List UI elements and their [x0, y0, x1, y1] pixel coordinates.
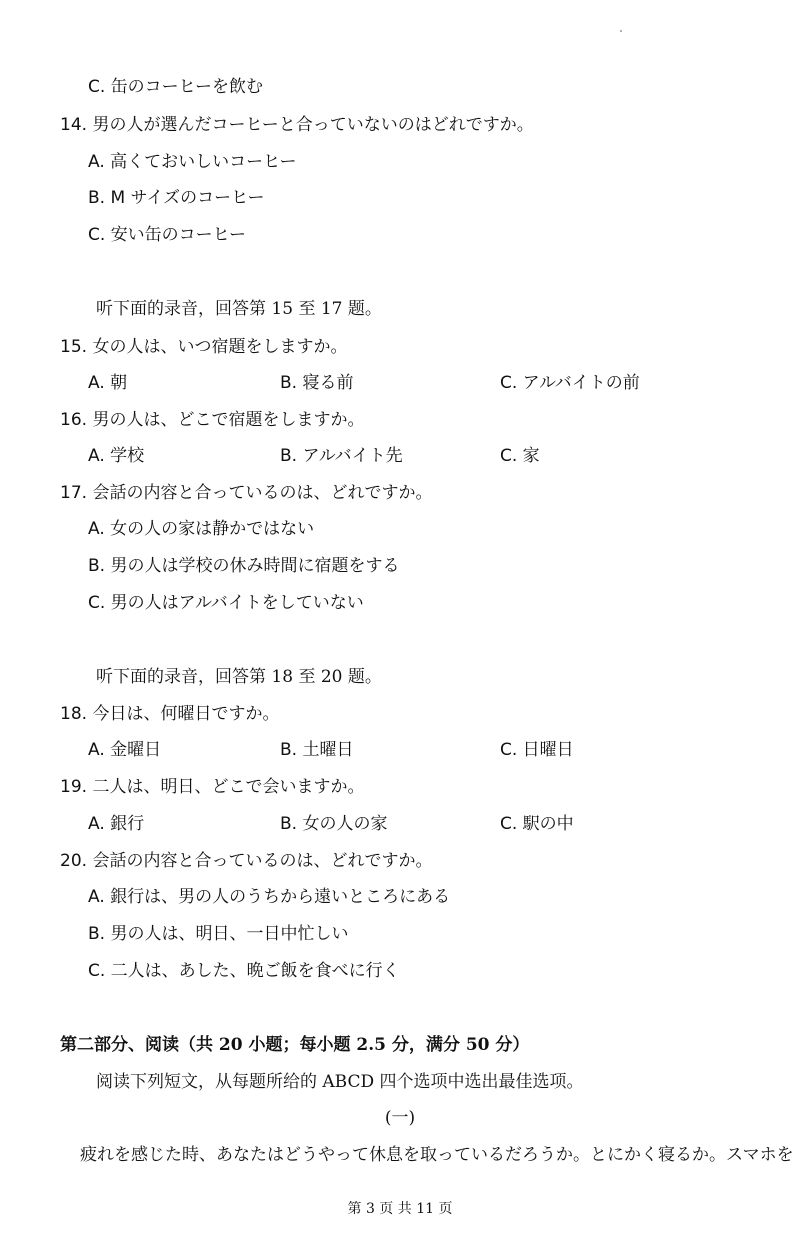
q14-option-c: C. 安い缶のコーヒー	[88, 225, 246, 245]
passage-first-line: 疲れを感じた時、あなたはどうやって休息を取っているだろうか。とにかく寝るか。スマホを	[80, 1145, 794, 1165]
q18-option-b: B. 土曜日	[280, 740, 354, 760]
q14-option-b: B. M サイズのコーヒー	[88, 188, 265, 208]
q17-option-a: A. 女の人の家は静かではない	[88, 519, 315, 539]
q15-option-a: A. 朝	[88, 373, 128, 393]
q18-option-c: C. 日曜日	[500, 740, 574, 760]
q13-option-c: C. 缶のコーヒーを飲む	[88, 77, 263, 97]
q20-option-b: B. 男の人は、明日、一日中忙しい	[88, 924, 349, 944]
q19-question: 19. 二人は、明日、どこで会いますか。	[60, 777, 365, 797]
q15-option-b: B. 寝る前	[280, 373, 354, 393]
passage-number: (一)	[384, 1108, 416, 1128]
q14-question: 14. 男の人が選んだコーヒーと合っていないのはどれですか。	[60, 115, 534, 135]
q18-option-a: A. 金曜日	[88, 740, 162, 760]
section-18-20-instruction: 听下面的录音，回答第 18 至 20 题。	[96, 667, 382, 687]
q17-option-b: B. 男の人は学校の休み時間に宿題をする	[88, 556, 400, 576]
part2-instruction: 阅读下列短文，从每题所给的 ABCD 四个选项中选出最佳选项。	[96, 1072, 584, 1092]
q17-option-c: C. 男の人はアルバイトをしていない	[88, 593, 364, 613]
q16-option-b: B. アルバイト先	[280, 446, 403, 466]
q16-question: 16. 男の人は、どこで宿題をしますか。	[60, 410, 365, 430]
q18-question: 18. 今日は、何曜日ですか。	[60, 704, 280, 724]
part2-heading: 第二部分、阅读（共 20 小题；每小题 2.5 分，满分 50 分）	[60, 1035, 530, 1055]
q20-option-a: A. 銀行は、男の人のうちから遠いところにある	[88, 887, 451, 907]
scan-speck	[620, 30, 622, 32]
q20-option-c: C. 二人は、あした、晩ご飯を食べに行く	[88, 961, 400, 981]
section-15-17-instruction: 听下面的录音，回答第 15 至 17 题。	[96, 299, 382, 319]
q19-option-b: B. 女の人の家	[280, 814, 388, 834]
q14-option-a: A. 高くておいしいコーヒー	[88, 152, 297, 172]
q15-question: 15. 女の人は、いつ宿題をしますか。	[60, 337, 348, 357]
q19-option-a: A. 銀行	[88, 814, 145, 834]
q16-option-a: A. 学校	[88, 446, 145, 466]
q20-question: 20. 会話の内容と合っているのは、どれですか。	[60, 851, 433, 871]
q15-option-c: C. アルバイトの前	[500, 373, 640, 393]
q16-option-c: C. 家	[500, 446, 540, 466]
page-footer: 第 3 页 共 11 页	[347, 1201, 453, 1217]
q17-question: 17. 会話の内容と合っているのは、どれですか。	[60, 483, 433, 503]
q19-option-c: C. 駅の中	[500, 814, 574, 834]
